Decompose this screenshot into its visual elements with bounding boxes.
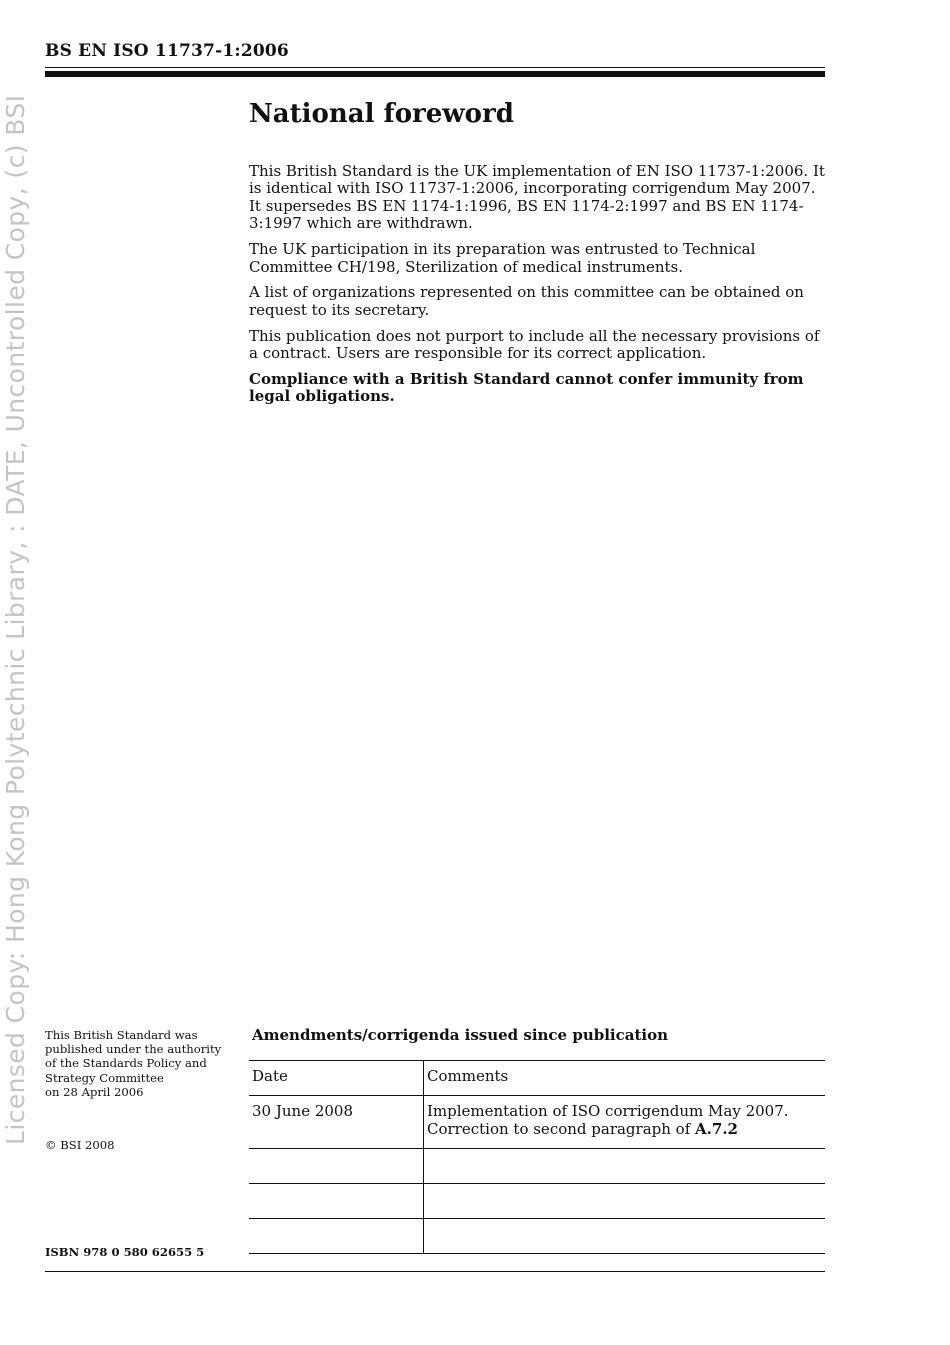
foreword-paragraph: A list of organizations represented on this committee can be obtained on request to its secretary. — [249, 283, 804, 319]
table-row — [249, 1096, 825, 1149]
empty-cell — [424, 1149, 826, 1184]
publication-note-line: published under the authority — [45, 1042, 222, 1057]
document-id-header: BS EN ISO 11737-1:2006 — [45, 41, 289, 61]
isbn: ISBN 978 0 580 62655 5 — [45, 1245, 205, 1259]
amendment-comment — [424, 1096, 826, 1149]
amendment-comment-line — [427, 1120, 822, 1138]
header-thick-rule — [45, 71, 825, 77]
table-header-row — [249, 1061, 825, 1096]
amendments-title: Amendments/corrigenda issued since publication — [252, 1026, 668, 1044]
amendment-comment-line: Implementation of ISO corrigendum May 2007. — [427, 1102, 789, 1120]
license-watermark: Licensed Copy: Hong Kong Polytechnic Library, : DATE, Uncontrolled Copy, (c) BSI — [1, 94, 30, 1145]
table-row — [249, 1184, 825, 1219]
publication-note-line: Strategy Committee — [45, 1070, 164, 1085]
publication-note-line: of the Standards Policy and — [45, 1056, 207, 1071]
amendment-date: 30 June 2008 — [249, 1096, 424, 1149]
table-row — [249, 1149, 825, 1184]
publication-note-line: This British Standard was — [45, 1028, 198, 1042]
empty-cell — [249, 1219, 424, 1254]
empty-cell — [424, 1184, 826, 1219]
amendments-table — [249, 1060, 825, 1254]
foreword-paragraph: The UK participation in its preparation was entrusted to Technical Committee CH/198, Sterilization of medical instruments. — [249, 240, 756, 276]
column-header-comments: Comments — [424, 1061, 826, 1096]
copyright-notice: © BSI 2008 — [45, 1138, 115, 1152]
header-thin-rule — [45, 67, 825, 68]
foreword-body — [249, 163, 825, 414]
footer-rule — [45, 1271, 825, 1272]
clause-reference: A.7.2 — [695, 1120, 738, 1138]
empty-cell — [249, 1184, 424, 1219]
table-row — [249, 1219, 825, 1254]
compliance-note: Compliance with a British Standard cannot confer immunity from legal obligations. — [249, 370, 804, 406]
publication-authority-note — [45, 1028, 235, 1099]
empty-cell — [424, 1219, 826, 1254]
amendment-comment-text: Correction to second paragraph of — [427, 1120, 696, 1138]
foreword-paragraph: This British Standard is the UK implementation of EN ISO 11737-1:2006. It is identical with ISO 11737-1:2006, incorporating corrigendum May 2007. It supersedes BS EN 1174-1:1996, BS EN 1174-2:1997 and BS EN 1174-3:1997 which are withdrawn. — [249, 162, 825, 233]
empty-cell — [249, 1149, 424, 1184]
foreword-paragraph: This publication does not purport to include all the necessary provisions of a contract. Users are responsible for its correct application. — [249, 326, 820, 363]
column-header-date: Date — [249, 1061, 424, 1096]
page-title: National foreword — [249, 99, 514, 129]
publication-note-line: on 28 April 2006 — [45, 1084, 144, 1099]
